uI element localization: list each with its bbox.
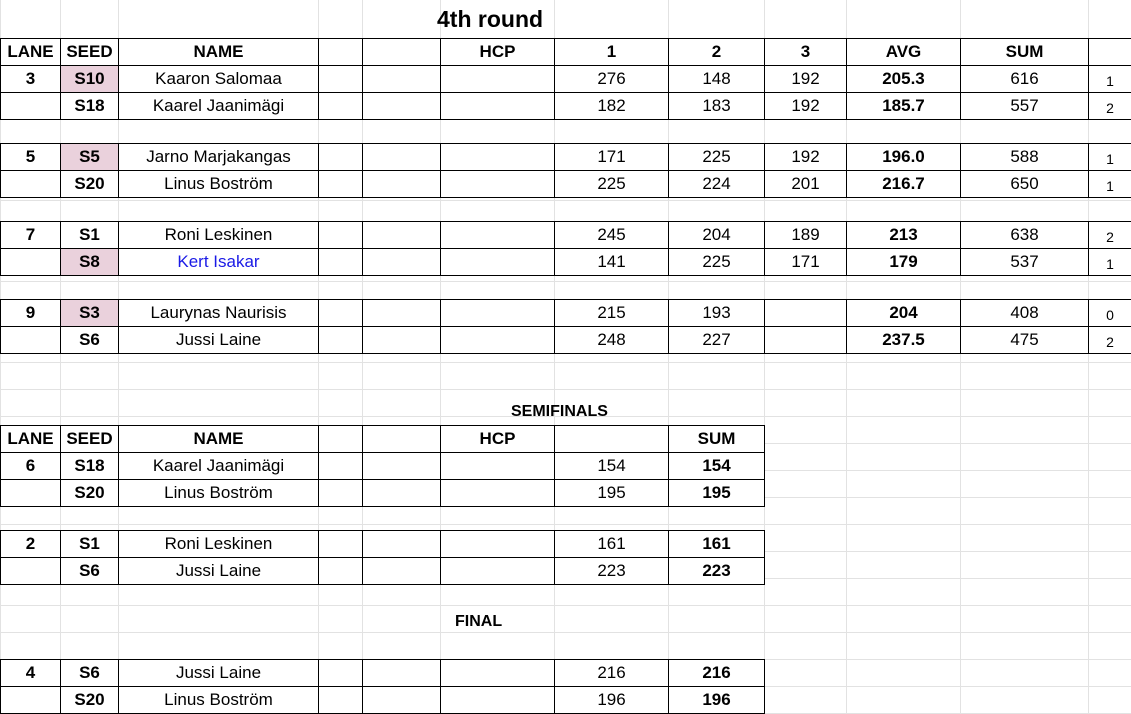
blank-cell[interactable]	[318, 221, 363, 249]
semifinals-header-blank[interactable]	[362, 425, 441, 453]
player-name-cell[interactable]: Roni Leskinen	[118, 530, 319, 558]
semifinals-header-hcp[interactable]: HCP	[440, 425, 555, 453]
player-name-cell[interactable]: Linus Boström	[118, 686, 319, 714]
lane-cell[interactable]: 2	[0, 530, 61, 558]
semifinals-header-lane[interactable]: LANE	[0, 425, 61, 453]
game-2-cell[interactable]: 225	[668, 143, 765, 171]
blank-cell[interactable]	[318, 452, 363, 480]
hcp-cell[interactable]	[440, 65, 555, 93]
lane-cell[interactable]	[0, 248, 61, 276]
hcp-cell[interactable]	[440, 92, 555, 120]
points-cell[interactable]: 1	[1088, 248, 1131, 276]
hcp-cell[interactable]	[440, 659, 555, 687]
round4-header-seed[interactable]: SEED	[60, 38, 119, 66]
hcp-cell[interactable]	[440, 686, 555, 714]
seed-cell[interactable]: S1	[60, 530, 119, 558]
blank-cell[interactable]	[318, 92, 363, 120]
blank-cell[interactable]	[362, 452, 441, 480]
game-3-cell[interactable]: 171	[764, 248, 847, 276]
blank-cell[interactable]	[362, 221, 441, 249]
player-name-cell[interactable]: Linus Boström	[118, 479, 319, 507]
game-2-cell[interactable]: 148	[668, 65, 765, 93]
game-3-cell[interactable]: 201	[764, 170, 847, 198]
sum-cell[interactable]: 161	[668, 530, 765, 558]
semifinals-header-sum[interactable]: SUM	[668, 425, 765, 453]
sum-cell[interactable]: 408	[960, 299, 1089, 327]
semifinals-title: SEMIFINALS	[511, 403, 608, 420]
round4-header-game-1[interactable]: 1	[554, 38, 669, 66]
game-1-cell[interactable]: 245	[554, 221, 669, 249]
seed-cell[interactable]: S6	[60, 326, 119, 354]
blank-cell[interactable]	[318, 248, 363, 276]
sum-cell[interactable]: 650	[960, 170, 1089, 198]
blank-cell[interactable]	[318, 143, 363, 171]
round4-header-name[interactable]: NAME	[118, 38, 319, 66]
avg-cell[interactable]: 216.7	[846, 170, 961, 198]
avg-cell[interactable]: 185.7	[846, 92, 961, 120]
sum-cell[interactable]: 196	[668, 686, 765, 714]
game-2-cell[interactable]: 227	[668, 326, 765, 354]
points-cell[interactable]: 2	[1088, 221, 1131, 249]
semifinals-header-blank[interactable]	[318, 425, 363, 453]
hcp-cell[interactable]	[440, 143, 555, 171]
seed-cell[interactable]: S5	[60, 143, 119, 171]
points-cell[interactable]: 2	[1088, 326, 1131, 354]
sum-cell[interactable]: 616	[960, 65, 1089, 93]
seed-cell[interactable]: S20	[60, 479, 119, 507]
player-name-cell[interactable]: Linus Boström	[118, 170, 319, 198]
semifinals-header-blank[interactable]	[554, 425, 669, 453]
player-name-cell[interactable]: Kaarel Jaanimägi	[118, 452, 319, 480]
blank-cell[interactable]	[362, 557, 441, 585]
blank-cell[interactable]	[362, 65, 441, 93]
avg-cell[interactable]: 196.0	[846, 143, 961, 171]
seed-cell[interactable]: S20	[60, 170, 119, 198]
blank-cell[interactable]	[362, 479, 441, 507]
lane-cell[interactable]	[0, 479, 61, 507]
sum-cell[interactable]: 216	[668, 659, 765, 687]
blank-cell[interactable]	[318, 326, 363, 354]
points-cell[interactable]: 1	[1088, 170, 1131, 198]
game-1-cell[interactable]: 171	[554, 143, 669, 171]
avg-cell[interactable]: 204	[846, 299, 961, 327]
player-name-cell[interactable]: Jussi Laine	[118, 326, 319, 354]
seed-cell[interactable]: S1	[60, 221, 119, 249]
hcp-cell[interactable]	[440, 170, 555, 198]
game-1-cell[interactable]: 182	[554, 92, 669, 120]
player-name-cell[interactable]: Kaarel Jaanimägi	[118, 92, 319, 120]
hcp-cell[interactable]	[440, 452, 555, 480]
lane-cell[interactable]: 3	[0, 65, 61, 93]
game-1-cell[interactable]: 196	[554, 686, 669, 714]
game-2-cell[interactable]: 204	[668, 221, 765, 249]
round4-header-points[interactable]	[1088, 38, 1131, 66]
game-3-cell[interactable]	[764, 326, 847, 354]
game-1-cell[interactable]: 276	[554, 65, 669, 93]
game-3-cell[interactable]	[764, 299, 847, 327]
points-cell[interactable]: 1	[1088, 143, 1131, 171]
game-2-cell[interactable]: 224	[668, 170, 765, 198]
game-3-cell[interactable]: 192	[764, 143, 847, 171]
avg-cell[interactable]: 179	[846, 248, 961, 276]
blank-cell[interactable]	[318, 65, 363, 93]
avg-cell[interactable]: 213	[846, 221, 961, 249]
sum-cell[interactable]: 557	[960, 92, 1089, 120]
blank-cell[interactable]	[362, 299, 441, 327]
player-name-cell[interactable]: Jussi Laine	[118, 557, 319, 585]
page-title: 4th round	[437, 6, 544, 32]
lane-cell[interactable]: 9	[0, 299, 61, 327]
game-3-cell[interactable]: 192	[764, 92, 847, 120]
player-name-cell[interactable]: Roni Leskinen	[118, 221, 319, 249]
blank-cell[interactable]	[362, 248, 441, 276]
round4-header-blank[interactable]	[362, 38, 441, 66]
semifinals-header-seed[interactable]: SEED	[60, 425, 119, 453]
game-1-cell[interactable]: 223	[554, 557, 669, 585]
blank-cell[interactable]	[362, 686, 441, 714]
lane-cell[interactable]: 7	[0, 221, 61, 249]
round4-header-sum[interactable]: SUM	[960, 38, 1089, 66]
game-1-cell[interactable]: 161	[554, 530, 669, 558]
sum-cell[interactable]: 195	[668, 479, 765, 507]
blank-cell[interactable]	[318, 659, 363, 687]
game-1-cell[interactable]: 195	[554, 479, 669, 507]
blank-cell[interactable]	[362, 326, 441, 354]
seed-cell[interactable]: S18	[60, 452, 119, 480]
blank-cell[interactable]	[362, 143, 441, 171]
game-2-cell[interactable]: 225	[668, 248, 765, 276]
game-1-cell[interactable]: 215	[554, 299, 669, 327]
round4-header-game-2[interactable]: 2	[668, 38, 765, 66]
seed-cell[interactable]: S8	[60, 248, 119, 276]
sum-cell[interactable]: 537	[960, 248, 1089, 276]
blank-cell[interactable]	[318, 170, 363, 198]
final-title: FINAL	[455, 613, 503, 630]
lane-cell[interactable]	[0, 326, 61, 354]
game-3-cell[interactable]: 192	[764, 65, 847, 93]
hcp-cell[interactable]	[440, 557, 555, 585]
blank-cell[interactable]	[318, 557, 363, 585]
sum-cell[interactable]: 475	[960, 326, 1089, 354]
game-1-cell[interactable]: 216	[554, 659, 669, 687]
game-1-cell[interactable]: 225	[554, 170, 669, 198]
hcp-cell[interactable]	[440, 326, 555, 354]
hcp-cell[interactable]	[440, 248, 555, 276]
player-name-cell[interactable]: Kaaron Salomaa	[118, 65, 319, 93]
hcp-cell[interactable]	[440, 479, 555, 507]
game-1-cell[interactable]: 154	[554, 452, 669, 480]
points-cell[interactable]: 1	[1088, 65, 1131, 93]
round4-header-game-3[interactable]: 3	[764, 38, 847, 66]
points-cell[interactable]: 0	[1088, 299, 1131, 327]
blank-cell[interactable]	[318, 299, 363, 327]
seed-cell[interactable]: S18	[60, 92, 119, 120]
lane-cell[interactable]: 6	[0, 452, 61, 480]
blank-cell[interactable]	[362, 659, 441, 687]
hcp-cell[interactable]	[440, 530, 555, 558]
round4-header-avg[interactable]: AVG	[846, 38, 961, 66]
hcp-cell[interactable]	[440, 299, 555, 327]
sum-cell[interactable]: 223	[668, 557, 765, 585]
lane-cell[interactable]: 4	[0, 659, 61, 687]
semifinals-header-name[interactable]: NAME	[118, 425, 319, 453]
game-3-cell[interactable]: 189	[764, 221, 847, 249]
player-name-cell[interactable]: Laurynas Naurisis	[118, 299, 319, 327]
lane-cell[interactable]	[0, 686, 61, 714]
player-name-cell[interactable]: Kert Isakar	[118, 248, 319, 276]
player-name-cell[interactable]: Jussi Laine	[118, 659, 319, 687]
sum-cell[interactable]: 588	[960, 143, 1089, 171]
player-name-cell[interactable]: Jarno Marjakangas	[118, 143, 319, 171]
blank-cell[interactable]	[362, 530, 441, 558]
blank-cell[interactable]	[318, 479, 363, 507]
game-1-cell[interactable]: 141	[554, 248, 669, 276]
sum-cell[interactable]: 154	[668, 452, 765, 480]
blank-cell[interactable]	[318, 686, 363, 714]
lane-cell[interactable]	[0, 92, 61, 120]
avg-cell[interactable]: 205.3	[846, 65, 961, 93]
sum-cell[interactable]: 638	[960, 221, 1089, 249]
blank-cell[interactable]	[362, 170, 441, 198]
lane-cell[interactable]: 5	[0, 143, 61, 171]
seed-cell[interactable]: S20	[60, 686, 119, 714]
round4-header-lane[interactable]: LANE	[0, 38, 61, 66]
game-2-cell[interactable]: 183	[668, 92, 765, 120]
seed-cell[interactable]: S6	[60, 659, 119, 687]
avg-cell[interactable]: 237.5	[846, 326, 961, 354]
seed-cell[interactable]: S10	[60, 65, 119, 93]
blank-cell[interactable]	[318, 530, 363, 558]
game-2-cell[interactable]: 193	[668, 299, 765, 327]
round4-header-blank[interactable]	[318, 38, 363, 66]
seed-cell[interactable]: S6	[60, 557, 119, 585]
game-1-cell[interactable]: 248	[554, 326, 669, 354]
hcp-cell[interactable]	[440, 221, 555, 249]
blank-cell[interactable]	[362, 92, 441, 120]
lane-cell[interactable]	[0, 557, 61, 585]
seed-cell[interactable]: S3	[60, 299, 119, 327]
points-cell[interactable]: 2	[1088, 92, 1131, 120]
round4-header-hcp[interactable]: HCP	[440, 38, 555, 66]
lane-cell[interactable]	[0, 170, 61, 198]
